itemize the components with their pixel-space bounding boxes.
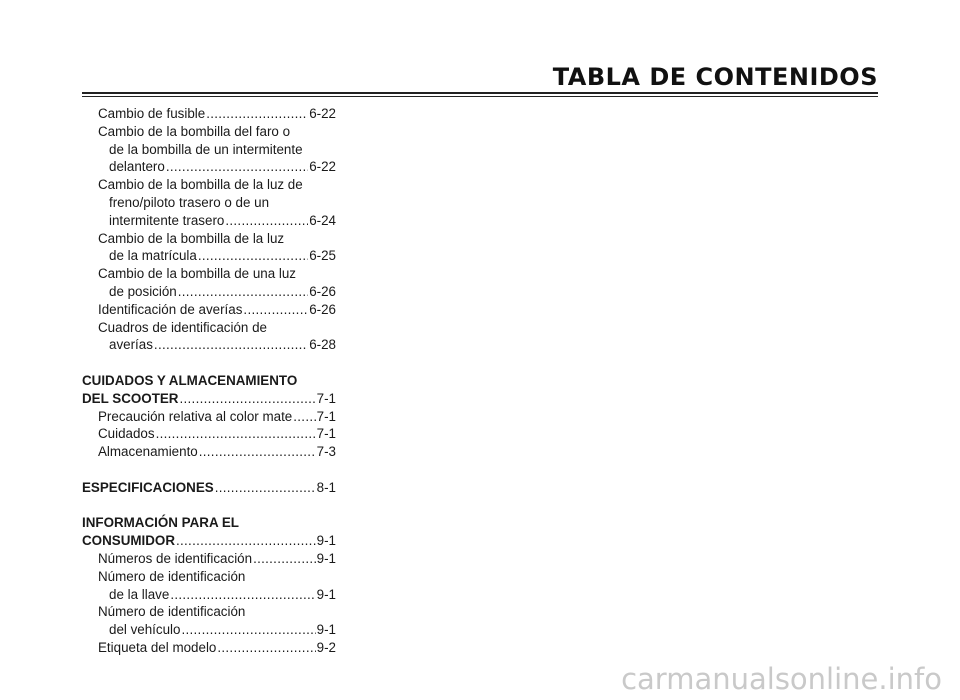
- toc-entry-posicion-line2[interactable]: [82, 283, 336, 301]
- toc-entry-text: de la matrícula: [109, 248, 197, 264]
- toc-entry-cuadros-line1[interactable]: [82, 319, 336, 337]
- dot-leader: [154, 336, 308, 354]
- toc-page-number: 7-1: [316, 426, 336, 442]
- toc-entry-matricula-line2[interactable]: [82, 247, 336, 265]
- toc-entry-text: Cuidados: [98, 426, 155, 442]
- section-gap: [82, 497, 336, 515]
- toc-entry-text: Cambio de la bombilla del faro o: [98, 123, 291, 139]
- toc-section-text: CUIDADOS Y ALMACENAMIENTO: [82, 372, 298, 388]
- toc-entry-matricula-line1[interactable]: [82, 230, 336, 248]
- toc-entry-text: de la llave: [109, 586, 170, 602]
- table-of-contents: [82, 105, 336, 657]
- dot-leader: [199, 443, 316, 461]
- toc-entry-text: Precaución relativa al color mate: [98, 408, 293, 424]
- dot-leader: [206, 105, 308, 123]
- dot-leader: [179, 390, 315, 408]
- dot-leader: [176, 532, 316, 550]
- toc-page-number: 6-26: [309, 301, 336, 317]
- toc-entry-faro-line3[interactable]: [82, 158, 336, 176]
- toc-entry-cuidados[interactable]: [82, 425, 336, 443]
- toc-entry-text: averías: [109, 337, 153, 353]
- dot-leader: [156, 425, 316, 443]
- toc-entry-text: freno/piloto trasero o de un: [109, 194, 270, 210]
- section-gap: [82, 354, 336, 372]
- dot-leader: [253, 550, 316, 568]
- toc-page-number: 6-24: [309, 212, 336, 228]
- toc-entry-text: Cambio de la bombilla de la luz de: [98, 177, 303, 193]
- toc-section-text: INFORMACIÓN PARA EL: [82, 515, 239, 531]
- dot-leader: [217, 639, 315, 657]
- dot-leader: [198, 247, 308, 265]
- dot-leader: [178, 283, 308, 301]
- dot-leader: [166, 158, 308, 176]
- toc-section-consumidor-line1[interactable]: [82, 514, 336, 532]
- toc-entry-text: de la bombilla de un intermitente: [109, 141, 303, 157]
- toc-page-number: 9-1: [316, 533, 336, 549]
- toc-section-cuidados-line2[interactable]: [82, 390, 336, 408]
- toc-entry-text: Número de identificación: [98, 568, 246, 584]
- toc-entry-numeros-id[interactable]: [82, 550, 336, 568]
- toc-entry-vehiculo-line1[interactable]: [82, 603, 336, 621]
- toc-entry-text: intermitente trasero: [109, 212, 225, 228]
- section-gap: [82, 461, 336, 479]
- toc-entry-posicion-line1[interactable]: [82, 265, 336, 283]
- toc-section-text: CONSUMIDOR: [82, 533, 175, 549]
- toc-entry-text: Identificación de averías: [98, 301, 243, 317]
- toc-entry-text: Cambio de fusible: [98, 106, 206, 121]
- watermark: carmanualsonline.info: [621, 662, 942, 696]
- toc-entry-text: delantero: [109, 159, 165, 175]
- toc-entry-text: Cambio de la bombilla de la luz: [98, 230, 285, 246]
- dot-leader: [243, 301, 308, 319]
- toc-entry-etiqueta[interactable]: [82, 639, 336, 657]
- toc-section-text: DEL SCOOTER: [82, 390, 179, 406]
- dot-leader: [170, 586, 315, 604]
- toc-entry-freno-line2[interactable]: [82, 194, 336, 212]
- toc-entry-freno-line3[interactable]: [82, 212, 336, 230]
- toc-page-number: 9-1: [316, 586, 336, 602]
- toc-page-number: 6-25: [309, 248, 336, 264]
- dot-leader: [215, 479, 316, 497]
- toc-page-number: 7-3: [316, 444, 336, 460]
- toc-page-number: 8-1: [316, 479, 336, 495]
- toc-entry-color-mate[interactable]: [82, 408, 336, 426]
- toc-page-number: 6-26: [309, 283, 336, 299]
- toc-entry-text: Etiqueta del modelo: [98, 639, 217, 655]
- toc-entry-llave-line1[interactable]: [82, 568, 336, 586]
- toc-page-number: 6-22: [309, 106, 336, 121]
- header-rule-thin: [82, 96, 878, 97]
- toc-page-number: 6-28: [309, 337, 336, 353]
- toc-entry-text: Almacenamiento: [98, 444, 198, 460]
- dot-leader: [293, 408, 315, 426]
- dot-leader: [225, 212, 308, 230]
- page-title: TABLA DE CONTENIDOS: [552, 63, 878, 91]
- toc-section-consumidor-line2[interactable]: [82, 532, 336, 550]
- toc-page-number: 7-1: [316, 390, 336, 406]
- header-rule-thick: [82, 92, 878, 94]
- toc-page-number: 9-2: [316, 639, 336, 655]
- toc-section-text: ESPECIFICACIONES: [82, 479, 214, 495]
- toc-entry-cuadros-line2[interactable]: [82, 336, 336, 354]
- toc-page-number: 6-22: [309, 159, 336, 175]
- toc-entry-text: Números de identificación: [98, 550, 253, 566]
- toc-entry-fusible[interactable]: [82, 105, 336, 123]
- toc-entry-text: Número de identificación: [98, 604, 246, 620]
- toc-section-cuidados-line1[interactable]: [82, 372, 336, 390]
- dot-leader: [181, 621, 315, 639]
- toc-entry-text: Cambio de la bombilla de una luz: [98, 266, 297, 282]
- toc-entry-text: Cuadros de identificación de: [98, 319, 267, 335]
- toc-page-number: 9-1: [316, 622, 336, 638]
- toc-entry-text: de posición: [109, 283, 177, 299]
- toc-page-number: 7-1: [316, 408, 336, 424]
- toc-page-number: 9-1: [316, 550, 336, 566]
- toc-entry-faro-line1[interactable]: [82, 123, 336, 141]
- toc-entry-text: del vehículo: [109, 622, 181, 638]
- toc-entry-averias[interactable]: [82, 301, 336, 319]
- toc-entry-freno-line1[interactable]: [82, 176, 336, 194]
- toc-entry-vehiculo-line2[interactable]: [82, 621, 336, 639]
- toc-entry-faro-line2[interactable]: [82, 141, 336, 159]
- toc-section-especificaciones[interactable]: [82, 479, 336, 497]
- toc-entry-llave-line2[interactable]: [82, 586, 336, 604]
- toc-entry-almacenamiento[interactable]: [82, 443, 336, 461]
